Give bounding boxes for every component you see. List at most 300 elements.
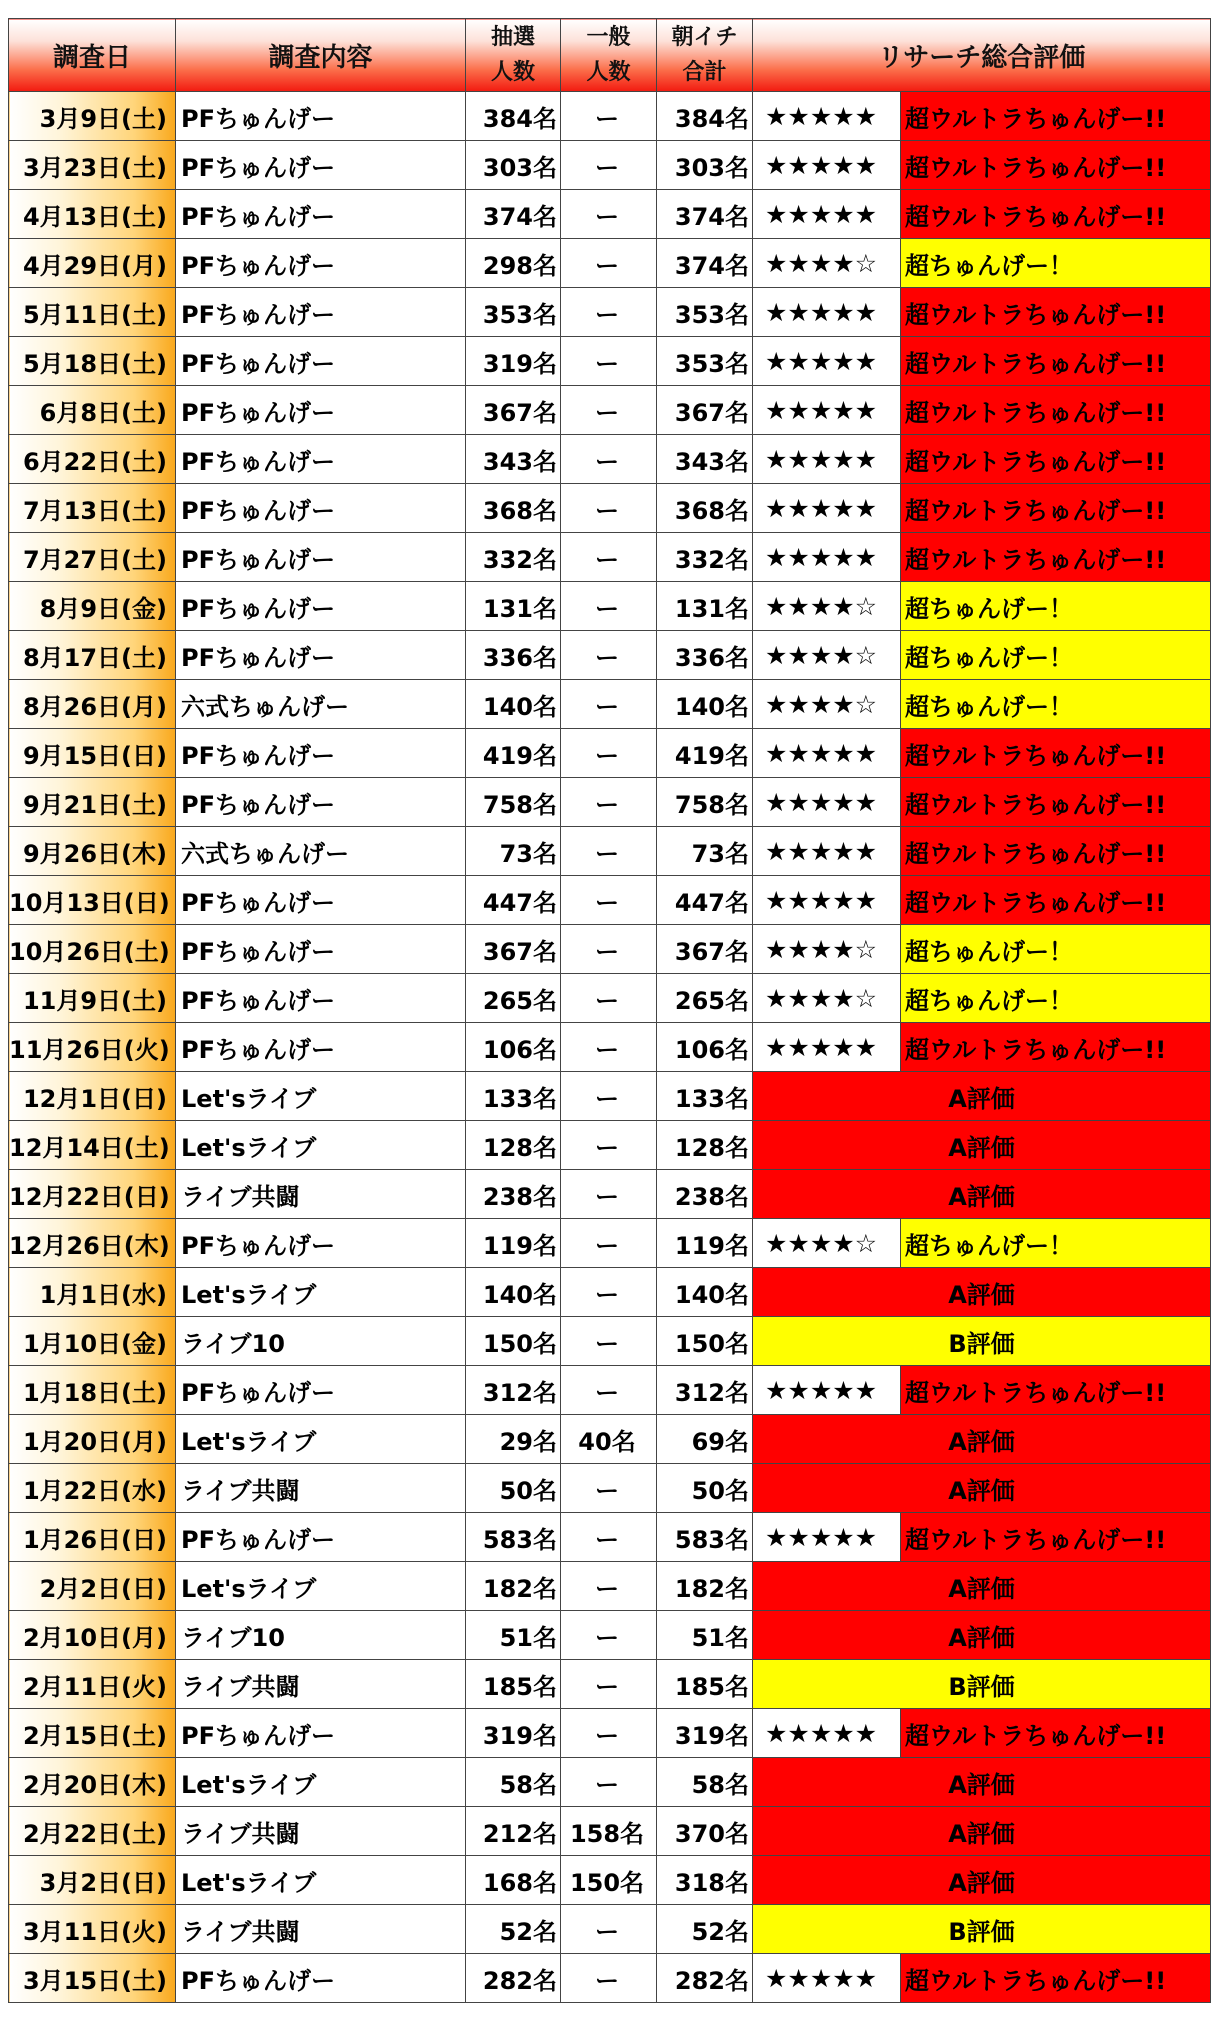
evaluation-label: 超ウルトラちゅんげー!! xyxy=(901,533,1211,582)
general-count: 158名 xyxy=(561,1807,657,1856)
lottery-count: 332名 xyxy=(466,533,561,582)
table-row xyxy=(9,484,1211,533)
evaluation-label: 超ちゅんげー！ xyxy=(901,239,1211,288)
star-rating: ★★★★☆ xyxy=(753,680,901,729)
star-rating: ★★★★★ xyxy=(753,729,901,778)
total-count: 758名 xyxy=(657,778,753,827)
table-row xyxy=(9,1709,1211,1758)
lottery-count: 343名 xyxy=(466,435,561,484)
survey-date: 3月11日(火) xyxy=(9,1905,176,1954)
total-count: 73名 xyxy=(657,827,753,876)
survey-content: 六式ちゅんげー xyxy=(176,827,466,876)
survey-content: PFちゅんげー xyxy=(176,239,466,288)
table-row xyxy=(9,239,1211,288)
total-count: 128名 xyxy=(657,1121,753,1170)
general-count: ー xyxy=(561,1317,657,1366)
star-rating: ★★★★★ xyxy=(753,1513,901,1562)
lottery-count: 419名 xyxy=(466,729,561,778)
lottery-count: 185名 xyxy=(466,1660,561,1709)
total-count: 106名 xyxy=(657,1023,753,1072)
lottery-count: 583名 xyxy=(466,1513,561,1562)
survey-content: PFちゅんげー xyxy=(176,1954,466,2003)
survey-content: ライブ共闘 xyxy=(176,1170,466,1219)
star-rating: ★★★★★ xyxy=(753,484,901,533)
star-rating: ★★★★★ xyxy=(753,1023,901,1072)
evaluation-grade: B評価 xyxy=(753,1317,1211,1366)
survey-content: Let'sライブ xyxy=(176,1856,466,1905)
table-row xyxy=(9,876,1211,925)
evaluation-grade: A評価 xyxy=(753,1415,1211,1464)
table-row xyxy=(9,1415,1211,1464)
star-rating: ★★★★★ xyxy=(753,435,901,484)
total-count: 50名 xyxy=(657,1464,753,1513)
table-row xyxy=(9,1562,1211,1611)
evaluation-label: 超ウルトラちゅんげー!! xyxy=(901,1513,1211,1562)
survey-content: PFちゅんげー xyxy=(176,141,466,190)
total-count: 119名 xyxy=(657,1219,753,1268)
star-rating: ★★★★☆ xyxy=(753,631,901,680)
total-count: 343名 xyxy=(657,435,753,484)
general-count: ー xyxy=(561,1513,657,1562)
table-body xyxy=(9,92,1211,2003)
total-count: 353名 xyxy=(657,337,753,386)
evaluation-label: 超ウルトラちゅんげー!! xyxy=(901,827,1211,876)
total-count: 51名 xyxy=(657,1611,753,1660)
survey-date: 7月27日(土) xyxy=(9,533,176,582)
survey-content: ライブ共闘 xyxy=(176,1464,466,1513)
survey-content: Let'sライブ xyxy=(176,1758,466,1807)
total-count: 419名 xyxy=(657,729,753,778)
evaluation-grade: A評価 xyxy=(753,1072,1211,1121)
lottery-count: 73名 xyxy=(466,827,561,876)
star-rating: ★★★★☆ xyxy=(753,582,901,631)
survey-content: PFちゅんげー xyxy=(176,484,466,533)
lottery-count: 384名 xyxy=(466,92,561,141)
table-row xyxy=(9,680,1211,729)
lottery-count: 106名 xyxy=(466,1023,561,1072)
evaluation-grade: A評価 xyxy=(753,1562,1211,1611)
survey-date: 10月26日(土) xyxy=(9,925,176,974)
total-count: 583名 xyxy=(657,1513,753,1562)
lottery-count: 133名 xyxy=(466,1072,561,1121)
research-table xyxy=(8,18,1211,2003)
evaluation-label: 超ウルトラちゅんげー!! xyxy=(901,876,1211,925)
survey-date: 7月13日(土) xyxy=(9,484,176,533)
general-count: ー xyxy=(561,141,657,190)
survey-content: PFちゅんげー xyxy=(176,778,466,827)
table-row xyxy=(9,778,1211,827)
survey-date: 4月29日(月) xyxy=(9,239,176,288)
general-count: ー xyxy=(561,1709,657,1758)
evaluation-label: 超ウルトラちゅんげー!! xyxy=(901,778,1211,827)
lottery-count: 282名 xyxy=(466,1954,561,2003)
evaluation-label: 超ちゅんげー！ xyxy=(901,974,1211,1023)
table-row xyxy=(9,827,1211,876)
general-count: 40名 xyxy=(561,1415,657,1464)
header-total: 朝イチ 合計 xyxy=(657,19,753,92)
total-count: 303名 xyxy=(657,141,753,190)
total-count: 353名 xyxy=(657,288,753,337)
lottery-count: 353名 xyxy=(466,288,561,337)
total-count: 384名 xyxy=(657,92,753,141)
table-row xyxy=(9,631,1211,680)
lottery-count: 52名 xyxy=(466,1905,561,1954)
evaluation-grade: A評価 xyxy=(753,1856,1211,1905)
table-row xyxy=(9,92,1211,141)
survey-content: PFちゅんげー xyxy=(176,435,466,484)
survey-date: 12月22日(日) xyxy=(9,1170,176,1219)
evaluation-label: 超ウルトラちゅんげー!! xyxy=(901,1366,1211,1415)
survey-date: 12月26日(木) xyxy=(9,1219,176,1268)
survey-content: PFちゅんげー xyxy=(176,1366,466,1415)
general-count: ー xyxy=(561,1660,657,1709)
survey-date: 10月13日(日) xyxy=(9,876,176,925)
survey-date: 8月9日(金) xyxy=(9,582,176,631)
survey-content: Let'sライブ xyxy=(176,1072,466,1121)
survey-date: 11月26日(火) xyxy=(9,1023,176,1072)
table-row xyxy=(9,533,1211,582)
total-count: 367名 xyxy=(657,925,753,974)
header-content: 調査内容 xyxy=(176,19,466,92)
total-count: 312名 xyxy=(657,1366,753,1415)
lottery-count: 212名 xyxy=(466,1807,561,1856)
evaluation-label: 超ウルトラちゅんげー!! xyxy=(901,729,1211,778)
general-count: ー xyxy=(561,778,657,827)
evaluation-label: 超ウルトラちゅんげー!! xyxy=(901,386,1211,435)
evaluation-label: 超ウルトラちゅんげー!! xyxy=(901,288,1211,337)
table-row xyxy=(9,1660,1211,1709)
table-row xyxy=(9,1905,1211,1954)
general-count: ー xyxy=(561,827,657,876)
survey-date: 3月15日(土) xyxy=(9,1954,176,2003)
survey-content: PFちゅんげー xyxy=(176,1023,466,1072)
evaluation-grade: A評価 xyxy=(753,1170,1211,1219)
survey-date: 8月17日(土) xyxy=(9,631,176,680)
lottery-count: 150名 xyxy=(466,1317,561,1366)
lottery-count: 29名 xyxy=(466,1415,561,1464)
survey-content: Let'sライブ xyxy=(176,1415,466,1464)
star-rating: ★★★★★ xyxy=(753,386,901,435)
lottery-count: 374名 xyxy=(466,190,561,239)
lottery-count: 131名 xyxy=(466,582,561,631)
general-count: ー xyxy=(561,190,657,239)
survey-date: 9月26日(木) xyxy=(9,827,176,876)
evaluation-grade: A評価 xyxy=(753,1611,1211,1660)
evaluation-grade: A評価 xyxy=(753,1268,1211,1317)
star-rating: ★★★★★ xyxy=(753,141,901,190)
total-count: 370名 xyxy=(657,1807,753,1856)
evaluation-label: 超ちゅんげー！ xyxy=(901,582,1211,631)
lottery-count: 168名 xyxy=(466,1856,561,1905)
survey-content: PFちゅんげー xyxy=(176,337,466,386)
survey-content: PFちゅんげー xyxy=(176,288,466,337)
total-count: 140名 xyxy=(657,1268,753,1317)
survey-date: 6月22日(土) xyxy=(9,435,176,484)
lottery-count: 336名 xyxy=(466,631,561,680)
table-row xyxy=(9,1072,1211,1121)
general-count: ー xyxy=(561,337,657,386)
evaluation-grade: A評価 xyxy=(753,1121,1211,1170)
general-count: ー xyxy=(561,435,657,484)
table-row xyxy=(9,1807,1211,1856)
star-rating: ★★★★☆ xyxy=(753,925,901,974)
lottery-count: 312名 xyxy=(466,1366,561,1415)
general-count: ー xyxy=(561,1170,657,1219)
survey-date: 12月1日(日) xyxy=(9,1072,176,1121)
survey-date: 1月20日(月) xyxy=(9,1415,176,1464)
survey-content: PFちゅんげー xyxy=(176,386,466,435)
survey-content: PFちゅんげー xyxy=(176,925,466,974)
lottery-count: 119名 xyxy=(466,1219,561,1268)
lottery-count: 51名 xyxy=(466,1611,561,1660)
survey-date: 1月26日(日) xyxy=(9,1513,176,1562)
lottery-count: 182名 xyxy=(466,1562,561,1611)
total-count: 332名 xyxy=(657,533,753,582)
survey-content: ライブ10 xyxy=(176,1317,466,1366)
table-row xyxy=(9,974,1211,1023)
survey-date: 11月9日(土) xyxy=(9,974,176,1023)
general-count: ー xyxy=(561,1562,657,1611)
table-row xyxy=(9,1611,1211,1660)
table-row xyxy=(9,386,1211,435)
evaluation-grade: B評価 xyxy=(753,1905,1211,1954)
lottery-count: 50名 xyxy=(466,1464,561,1513)
table-row xyxy=(9,729,1211,778)
survey-content: PFちゅんげー xyxy=(176,974,466,1023)
total-count: 282名 xyxy=(657,1954,753,2003)
survey-date: 1月1日(水) xyxy=(9,1268,176,1317)
survey-date: 2月15日(土) xyxy=(9,1709,176,1758)
evaluation-label: 超ウルトラちゅんげー!! xyxy=(901,484,1211,533)
star-rating: ★★★★☆ xyxy=(753,1219,901,1268)
evaluation-label: 超ウルトラちゅんげー!! xyxy=(901,1954,1211,2003)
total-count: 150名 xyxy=(657,1317,753,1366)
lottery-count: 368名 xyxy=(466,484,561,533)
survey-content: ライブ共闘 xyxy=(176,1660,466,1709)
general-count: ー xyxy=(561,1464,657,1513)
survey-content: PFちゅんげー xyxy=(176,1709,466,1758)
survey-content: PFちゅんげー xyxy=(176,92,466,141)
lottery-count: 140名 xyxy=(466,680,561,729)
lottery-count: 265名 xyxy=(466,974,561,1023)
total-count: 69名 xyxy=(657,1415,753,1464)
general-count: ー xyxy=(561,582,657,631)
star-rating: ★★★★☆ xyxy=(753,974,901,1023)
star-rating: ★★★★★ xyxy=(753,92,901,141)
header-evaluation: リサーチ総合評価 xyxy=(753,19,1211,92)
total-count: 336名 xyxy=(657,631,753,680)
general-count: ー xyxy=(561,1954,657,2003)
lottery-count: 140名 xyxy=(466,1268,561,1317)
evaluation-label: 超ウルトラちゅんげー!! xyxy=(901,1023,1211,1072)
star-rating: ★★★★★ xyxy=(753,288,901,337)
table-row xyxy=(9,1513,1211,1562)
star-rating: ★★★★★ xyxy=(753,778,901,827)
lottery-count: 238名 xyxy=(466,1170,561,1219)
total-count: 52名 xyxy=(657,1905,753,1954)
lottery-count: 319名 xyxy=(466,1709,561,1758)
table-row xyxy=(9,1856,1211,1905)
evaluation-label: 超ちゅんげー！ xyxy=(901,925,1211,974)
survey-content: ライブ10 xyxy=(176,1611,466,1660)
lottery-count: 58名 xyxy=(466,1758,561,1807)
survey-date: 2月2日(日) xyxy=(9,1562,176,1611)
survey-date: 2月20日(木) xyxy=(9,1758,176,1807)
star-rating: ★★★★★ xyxy=(753,876,901,925)
total-count: 140名 xyxy=(657,680,753,729)
evaluation-grade: A評価 xyxy=(753,1758,1211,1807)
total-count: 319名 xyxy=(657,1709,753,1758)
evaluation-label: 超ウルトラちゅんげー!! xyxy=(901,435,1211,484)
table-row xyxy=(9,1219,1211,1268)
lottery-count: 128名 xyxy=(466,1121,561,1170)
survey-date: 2月10日(月) xyxy=(9,1611,176,1660)
general-count: ー xyxy=(561,631,657,680)
table-row xyxy=(9,582,1211,631)
header-general: 一般 人数 xyxy=(561,19,657,92)
table-row xyxy=(9,190,1211,239)
general-count: ー xyxy=(561,1023,657,1072)
header-lottery: 抽選 人数 xyxy=(466,19,561,92)
survey-date: 1月22日(水) xyxy=(9,1464,176,1513)
lottery-count: 319名 xyxy=(466,337,561,386)
star-rating: ★★★★★ xyxy=(753,1954,901,2003)
survey-date: 3月9日(土) xyxy=(9,92,176,141)
total-count: 265名 xyxy=(657,974,753,1023)
general-count: ー xyxy=(561,1219,657,1268)
evaluation-label: 超ちゅんげー！ xyxy=(901,1219,1211,1268)
survey-content: PFちゅんげー xyxy=(176,631,466,680)
lottery-count: 298名 xyxy=(466,239,561,288)
evaluation-label: 超ウルトラちゅんげー!! xyxy=(901,92,1211,141)
total-count: 185名 xyxy=(657,1660,753,1709)
total-count: 374名 xyxy=(657,239,753,288)
total-count: 318名 xyxy=(657,1856,753,1905)
evaluation-label: 超ちゅんげー！ xyxy=(901,631,1211,680)
table-row xyxy=(9,1954,1211,2003)
total-count: 131名 xyxy=(657,582,753,631)
general-count: ー xyxy=(561,288,657,337)
evaluation-label: 超ウルトラちゅんげー!! xyxy=(901,190,1211,239)
survey-date: 5月18日(土) xyxy=(9,337,176,386)
survey-date: 1月10日(金) xyxy=(9,1317,176,1366)
table-row xyxy=(9,1268,1211,1317)
general-count: ー xyxy=(561,876,657,925)
table-row xyxy=(9,1758,1211,1807)
lottery-count: 447名 xyxy=(466,876,561,925)
lottery-count: 303名 xyxy=(466,141,561,190)
survey-date: 12月14日(土) xyxy=(9,1121,176,1170)
table-row xyxy=(9,288,1211,337)
survey-date: 3月23日(土) xyxy=(9,141,176,190)
star-rating: ★★★★★ xyxy=(753,827,901,876)
table-row xyxy=(9,1317,1211,1366)
table-row xyxy=(9,925,1211,974)
table-row xyxy=(9,1366,1211,1415)
general-count: ー xyxy=(561,925,657,974)
general-count: ー xyxy=(561,1905,657,1954)
lottery-count: 367名 xyxy=(466,925,561,974)
general-count: ー xyxy=(561,680,657,729)
evaluation-grade: A評価 xyxy=(753,1464,1211,1513)
general-count: ー xyxy=(561,386,657,435)
general-count: ー xyxy=(561,1366,657,1415)
total-count: 368名 xyxy=(657,484,753,533)
general-count: ー xyxy=(561,1121,657,1170)
total-count: 367名 xyxy=(657,386,753,435)
total-count: 447名 xyxy=(657,876,753,925)
evaluation-label: 超ちゅんげー！ xyxy=(901,680,1211,729)
survey-date: 6月8日(土) xyxy=(9,386,176,435)
table-row xyxy=(9,1464,1211,1513)
general-count: ー xyxy=(561,729,657,778)
header-row xyxy=(9,19,1211,92)
evaluation-label: 超ウルトラちゅんげー!! xyxy=(901,141,1211,190)
survey-content: PFちゅんげー xyxy=(176,533,466,582)
general-count: ー xyxy=(561,1268,657,1317)
general-count: ー xyxy=(561,533,657,582)
general-count: ー xyxy=(561,239,657,288)
table-row xyxy=(9,337,1211,386)
survey-date: 9月15日(日) xyxy=(9,729,176,778)
table-row xyxy=(9,1121,1211,1170)
general-count: ー xyxy=(561,92,657,141)
table-row xyxy=(9,1170,1211,1219)
general-count: ー xyxy=(561,1758,657,1807)
table-row xyxy=(9,1023,1211,1072)
total-count: 374名 xyxy=(657,190,753,239)
survey-content: PFちゅんげー xyxy=(176,1219,466,1268)
table-row xyxy=(9,141,1211,190)
lottery-count: 367名 xyxy=(466,386,561,435)
star-rating: ★★★★★ xyxy=(753,1709,901,1758)
total-count: 58名 xyxy=(657,1758,753,1807)
general-count: ー xyxy=(561,484,657,533)
survey-date: 5月11日(土) xyxy=(9,288,176,337)
star-rating: ★★★★★ xyxy=(753,337,901,386)
survey-content: ライブ共闘 xyxy=(176,1807,466,1856)
survey-date: 1月18日(土) xyxy=(9,1366,176,1415)
total-count: 238名 xyxy=(657,1170,753,1219)
general-count: ー xyxy=(561,974,657,1023)
star-rating: ★★★★★ xyxy=(753,190,901,239)
evaluation-grade: A評価 xyxy=(753,1807,1211,1856)
star-rating: ★★★★★ xyxy=(753,533,901,582)
survey-content: Let'sライブ xyxy=(176,1562,466,1611)
general-count: ー xyxy=(561,1611,657,1660)
survey-content: Let'sライブ xyxy=(176,1121,466,1170)
evaluation-label: 超ウルトラちゅんげー!! xyxy=(901,337,1211,386)
survey-content: PFちゅんげー xyxy=(176,1513,466,1562)
survey-date: 2月11日(火) xyxy=(9,1660,176,1709)
survey-date: 2月22日(土) xyxy=(9,1807,176,1856)
star-rating: ★★★★★ xyxy=(753,1366,901,1415)
survey-content: PFちゅんげー xyxy=(176,729,466,778)
survey-content: ライブ共闘 xyxy=(176,1905,466,1954)
survey-content: Let'sライブ xyxy=(176,1268,466,1317)
general-count: 150名 xyxy=(561,1856,657,1905)
total-count: 182名 xyxy=(657,1562,753,1611)
survey-date: 8月26日(月) xyxy=(9,680,176,729)
survey-content: PFちゅんげー xyxy=(176,876,466,925)
survey-date: 3月2日(日) xyxy=(9,1856,176,1905)
table-row xyxy=(9,435,1211,484)
evaluation-label: 超ウルトラちゅんげー!! xyxy=(901,1709,1211,1758)
lottery-count: 758名 xyxy=(466,778,561,827)
star-rating: ★★★★☆ xyxy=(753,239,901,288)
survey-date: 4月13日(土) xyxy=(9,190,176,239)
total-count: 133名 xyxy=(657,1072,753,1121)
